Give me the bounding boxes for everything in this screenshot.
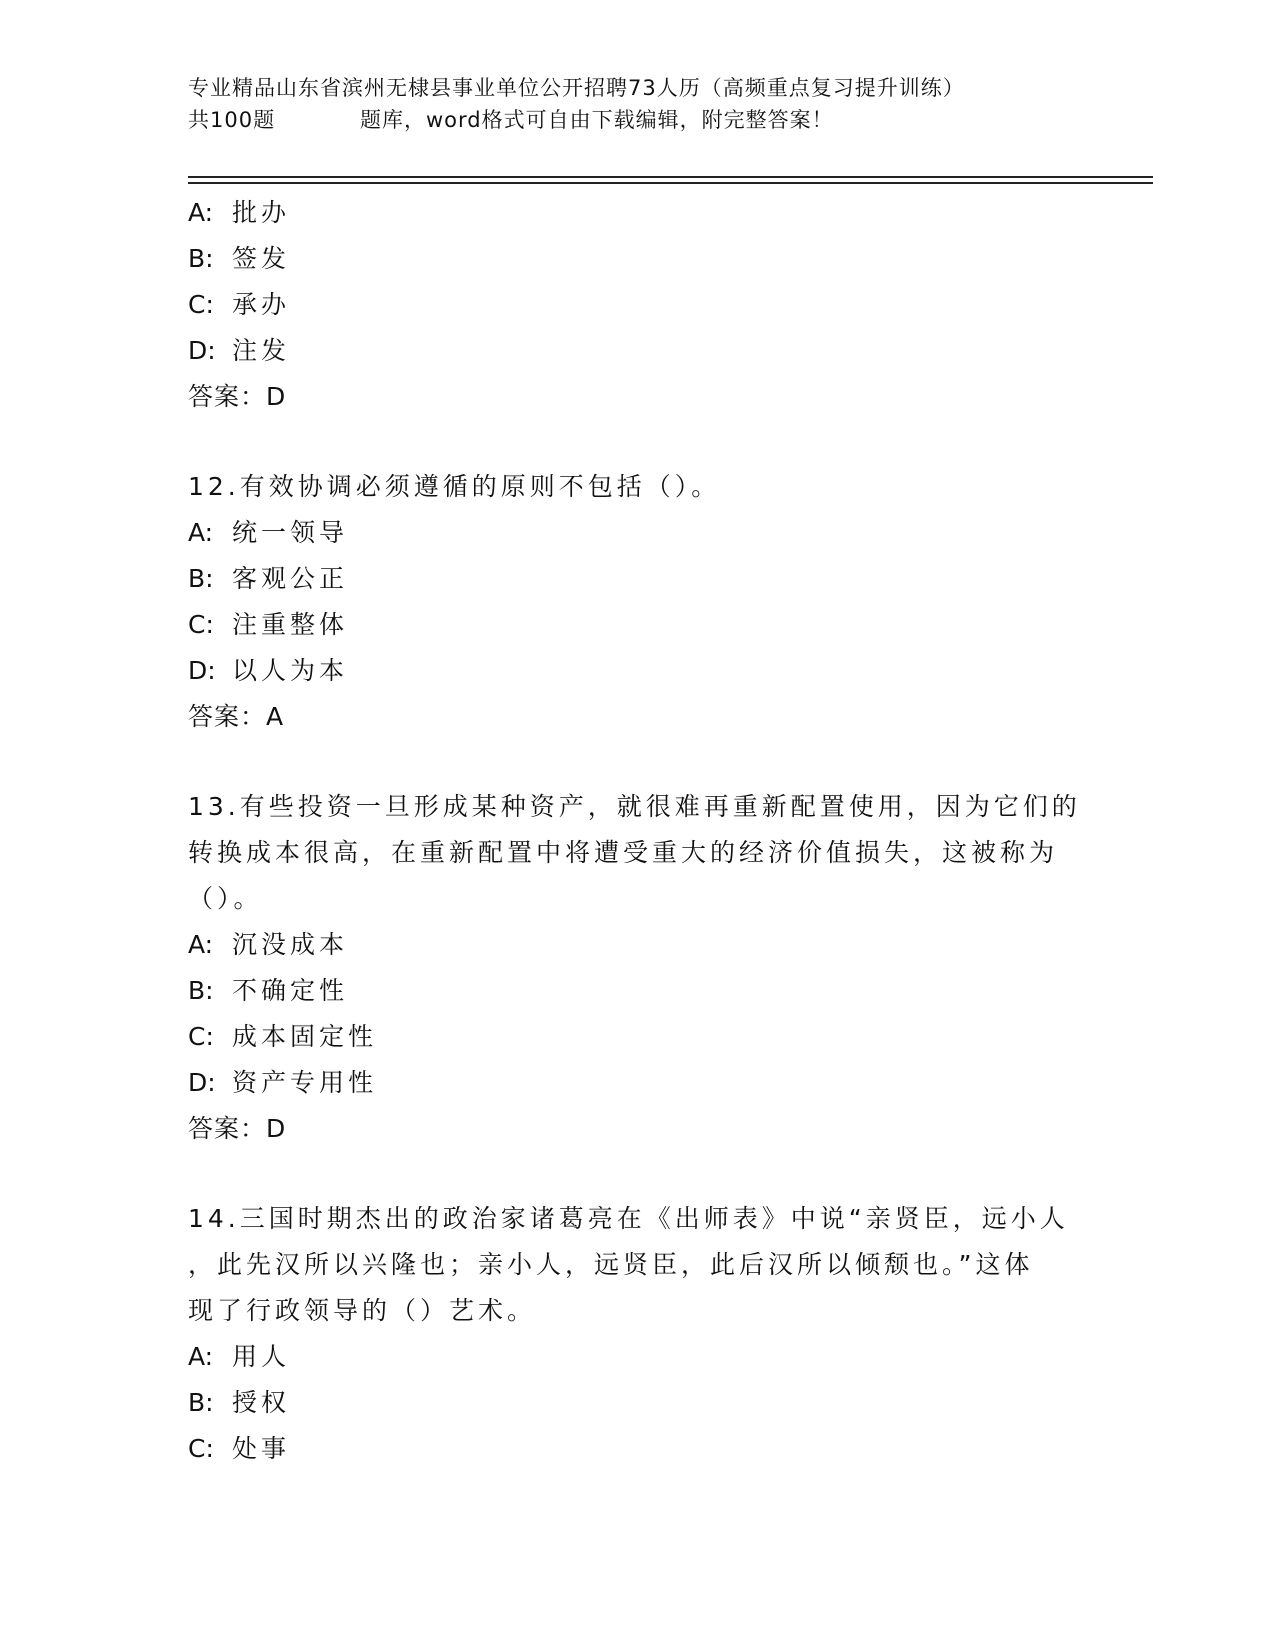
question-text-line-3: （）。 [188, 884, 263, 913]
option-b: B: 签发 [188, 244, 291, 273]
header-subtitle: 题库，word格式可自由下载编辑，附完整答案！ [360, 108, 834, 132]
answer-line: 答案：A [188, 702, 285, 731]
question-text-line-2: 转换成本很高，在重新配置中将遭受重大的经济价值损失，这被称为 [188, 838, 1059, 867]
option-a: A: 用人 [188, 1342, 291, 1371]
option-b: B: 不确定性 [188, 976, 349, 1005]
question-12-block [188, 464, 1088, 740]
header-divider-bottom [188, 182, 1153, 184]
question-11-block [188, 190, 1088, 420]
option-c: C: 处事 [188, 1434, 291, 1463]
answer-line: 答案：D [188, 1114, 287, 1143]
question-text-line-2: ，此先汉所以兴隆也；亲小人，远贤臣，此后汉所以倾颓也。”这体 [188, 1250, 1034, 1279]
question-count: 共100题 [188, 108, 276, 132]
answer-line: 答案：D [188, 382, 287, 411]
question-text: 12.有效协调必须遵循的原则不包括（）。 [188, 472, 721, 501]
option-d: D: 以人为本 [188, 656, 349, 685]
question-14-block [188, 1196, 1088, 1472]
option-c: C: 成本固定性 [188, 1022, 378, 1051]
question-list [188, 190, 1088, 1472]
option-c: C: 注重整体 [188, 610, 349, 639]
option-b: B: 授权 [188, 1388, 291, 1417]
spacer [188, 740, 1088, 784]
option-b: B: 客观公正 [188, 564, 349, 593]
header-divider-top [188, 176, 1153, 178]
question-text-line-1: 14.三国时期杰出的政治家诸葛亮在《出师表》中说“亲贤臣，远小人 [188, 1204, 1069, 1233]
question-13-block [188, 784, 1088, 1152]
option-d: D: 注发 [188, 336, 291, 365]
option-c: C: 承办 [188, 290, 291, 319]
document-header [188, 72, 1088, 136]
spacer [188, 420, 1088, 464]
option-a: A: 沉没成本 [188, 930, 349, 959]
question-text-line-1: 13.有些投资一旦形成某种资产，就很难再重新配置使用，因为它们的 [188, 792, 1081, 821]
header-title: 专业精品山东省滨州无棣县事业单位公开招聘73人历（高频重点复习提升训练） [188, 76, 965, 100]
option-d: D: 资产专用性 [188, 1068, 378, 1097]
spacer [188, 1152, 1088, 1196]
option-a: A: 批办 [188, 198, 291, 227]
header-line-2 [188, 104, 1088, 136]
question-text-line-3: 现了行政领导的（）艺术。 [188, 1296, 537, 1325]
option-a: A: 统一领导 [188, 518, 349, 547]
